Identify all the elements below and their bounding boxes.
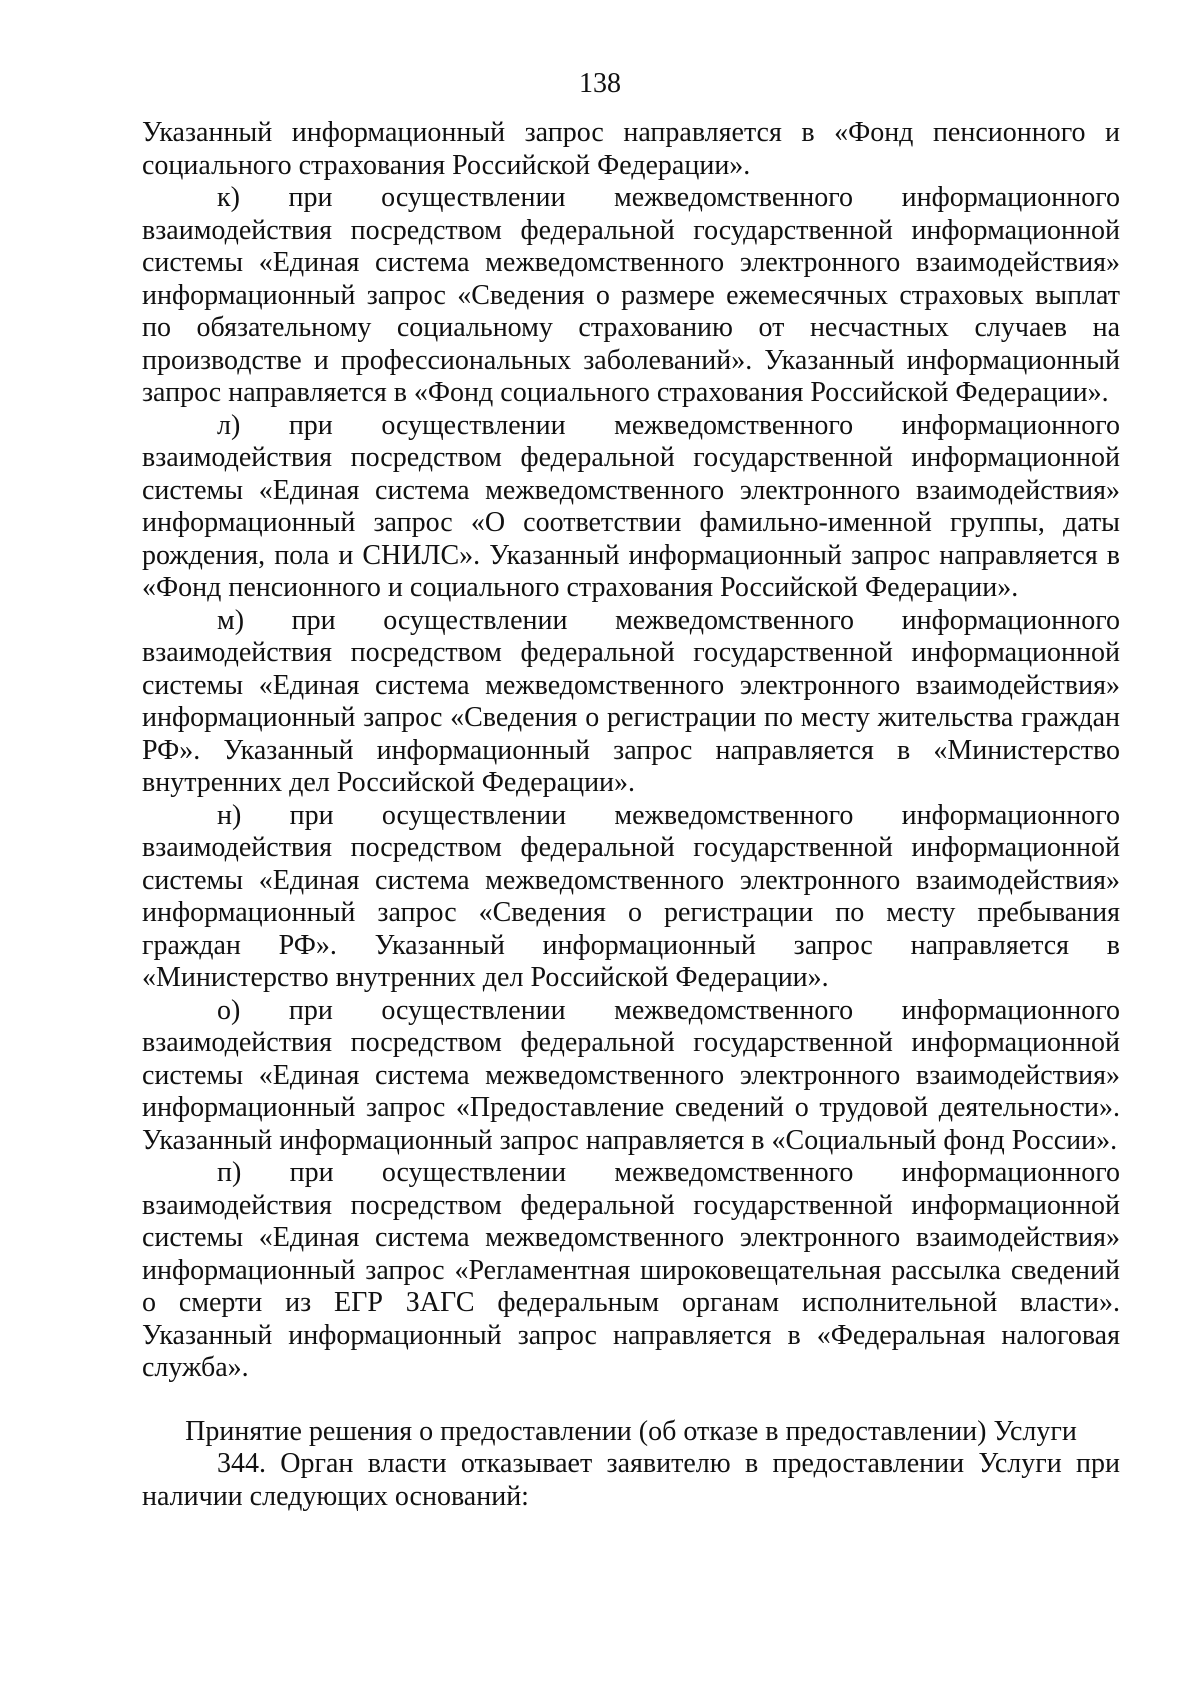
paragraph-item-o: о) при осуществлении межведомственного информационного взаимодействия посредством федеральной государственной информационной системы «Единая система межведомственного электронного взаимодействия» информационный запрос «Предоставление сведений о трудовой деятельности». Указанный информационный запрос направляется в «Социальный фонд России». xyxy=(142,994,1120,1156)
document-body xyxy=(142,117,1120,1513)
paragraph-item-n: н) при осуществлении межведомственного информационного взаимодействия посредством федеральной государственной информационной системы «Единая система межведомственного электронного взаимодействия» информационный запрос «Сведения о регистрации по месту пребывания граждан РФ». Указанный информационный запрос направляется в «Министерство внутренних дел Российской Федерации». xyxy=(142,799,1120,993)
paragraph-item-k: к) при осуществлении межведомственного информационного взаимодействия посредством федеральной государственной информационной системы «Единая система межведомственного электронного взаимодействия» информационный запрос «Сведения о размере ежемесячных страховых выплат по обязательному социальному страхованию от несчастных случаев на производстве и профессиональных заболеваний». Указанный информационный запрос направляется в «Фонд социального страхования Российской Федерации». xyxy=(142,182,1120,408)
paragraph-344: 344. Орган власти отказывает заявителю в предоставлении Услуги при наличии следующих оснований: xyxy=(142,1448,1120,1512)
paragraph-continuation: Указанный информационный запрос направляется в «Фонд пенсионного и социального страхования Российской Федерации». xyxy=(142,117,1120,181)
paragraph-item-l: л) при осуществлении межведомственного информационного взаимодействия посредством федеральной государственной информационной системы «Единая система межведомственного электронного взаимодействия» информационный запрос «О соответствии фамильно-именной группы, даты рождения, пола и СНИЛС». Указанный информационный запрос направляется в «Фонд пенсионного и социального страхования Российской Федерации». xyxy=(142,409,1120,603)
paragraph-item-m: м) при осуществлении межведомственного информационного взаимодействия посредством федеральной государственной информационной системы «Единая система межведомственного электронного взаимодействия» информационный запрос «Сведения о регистрации по месту жительства граждан РФ». Указанный информационный запрос направляется в «Министерство внутренних дел Российской Федерации». xyxy=(142,604,1120,798)
page-number: 138 xyxy=(579,68,621,99)
paragraph-item-p: п) при осуществлении межведомственного информационного взаимодействия посредством федеральной государственной информационной системы «Единая система межведомственного электронного взаимодействия» информационный запрос «Регламентная широковещательная рассылка сведений о смерти из ЕГР ЗАГС федеральным органам исполнительной власти». Указанный информационный запрос направляется в «Федеральная налоговая служба». xyxy=(142,1157,1120,1383)
section-heading: Принятие решения о предоставлении (об отказе в предоставлении) Услуги xyxy=(185,1415,1077,1447)
